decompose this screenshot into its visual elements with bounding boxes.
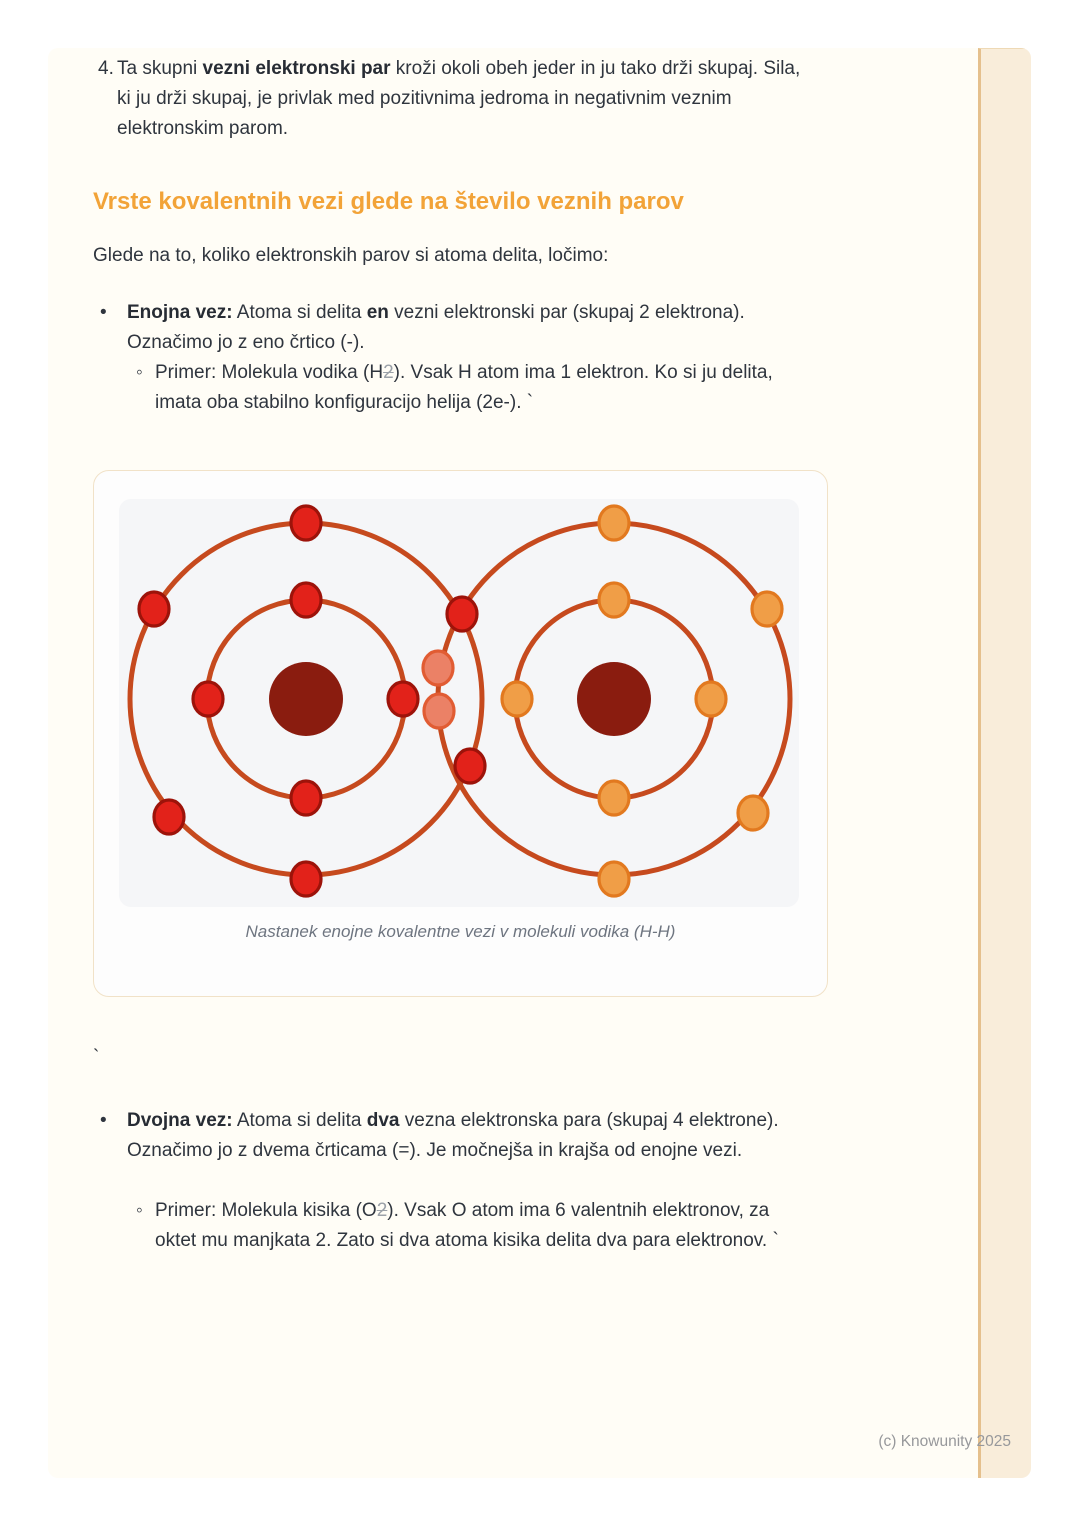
orange-electron-dot	[599, 506, 629, 540]
bullet-text: Dvojna vez: Atoma si delita dva vezna elektronska para (skupaj 4 elektrone). Označimo jo z dvema črticama (=). Je močnejša in krajša od enojne vezi.	[127, 1110, 779, 1161]
intro-paragraph: Glede na to, koliko elektronskih parov si atoma delita, ločimo:	[93, 245, 609, 266]
sub-bullet-marker: ◦	[136, 362, 143, 383]
orange-electron-dot	[599, 781, 629, 815]
section-heading: Vrste kovalentnih vezi glede na število veznih parov	[93, 188, 684, 215]
red-electron-dot	[291, 583, 321, 617]
salmon-electron-dot	[423, 651, 453, 685]
bullet-marker: •	[100, 302, 107, 323]
red-electron-dot	[447, 597, 477, 631]
left-hydrogen-atom-nucleus	[269, 662, 343, 736]
bullet-enojna-vez	[100, 298, 817, 358]
struck-subscript: 2	[383, 362, 394, 383]
red-electron-dot	[139, 592, 169, 626]
salmon-electron-dot	[424, 694, 454, 728]
numbered-item-4	[98, 54, 817, 144]
orange-electron-dot	[752, 592, 782, 626]
orange-electron-dot	[502, 682, 532, 716]
bullet-text: Enojna vez: Atoma si delita en vezni elektronski par (skupaj 2 elektrona). Označimo jo z eno črtico (-).	[127, 302, 745, 353]
red-electron-dot	[388, 682, 418, 716]
figure-card	[93, 470, 828, 997]
sub-bullet-marker: ◦	[136, 1200, 143, 1221]
right-hydrogen-atom-nucleus	[577, 662, 651, 736]
bullet-dvojna-vez	[100, 1106, 817, 1166]
red-electron-dot	[154, 800, 184, 834]
numbered-item-text: Ta skupni vezni elektronski par kroži okoli obeh jeder in ju tako drži skupaj. Sila, ki ju drži skupaj, je privlak med pozitivnima jedroma in negativnim veznim elektronskim parom.	[117, 58, 801, 139]
bohr-diagram	[119, 499, 799, 907]
sub-bullet-text: Primer: Molekula kisika (O2). Vsak O atom ima 6 valentnih elektronov, za oktet mu manjkata 2. Zato si dva atoma kisika delita dva para elektronov. `	[155, 1200, 779, 1251]
list-number: 4.	[98, 58, 114, 79]
figure-caption: Nastanek enojne kovalentne vezi v molekuli vodika (H-H)	[245, 922, 676, 941]
orange-electron-dot	[599, 862, 629, 896]
red-electron-dot	[291, 781, 321, 815]
copyright-footer: (c) Knowunity 2025	[878, 1433, 1011, 1450]
orange-electron-dot	[599, 583, 629, 617]
document-page	[48, 48, 1031, 1478]
red-electron-dot	[455, 749, 485, 783]
red-electron-dot	[291, 506, 321, 540]
orange-electron-dot	[696, 682, 726, 716]
page-edge-stripe	[978, 48, 1031, 1478]
struck-subscript: 2	[376, 1200, 388, 1221]
red-electron-dot	[193, 682, 223, 716]
bullet-marker: •	[100, 1110, 107, 1131]
sub-bullet-primer-kisik	[136, 1196, 810, 1256]
bohr-diagram-panel	[119, 499, 799, 907]
sub-bullet-primer-vodik	[136, 358, 810, 418]
stray-backtick: `	[93, 1047, 100, 1068]
red-electron-dot	[291, 862, 321, 896]
orange-electron-dot	[738, 796, 768, 830]
sub-bullet-text: Primer: Molekula vodika (H2). Vsak H atom ima 1 elektron. Ko si ju delita, imata oba stabilno konfiguracijo helija (2e-). `	[155, 362, 773, 413]
